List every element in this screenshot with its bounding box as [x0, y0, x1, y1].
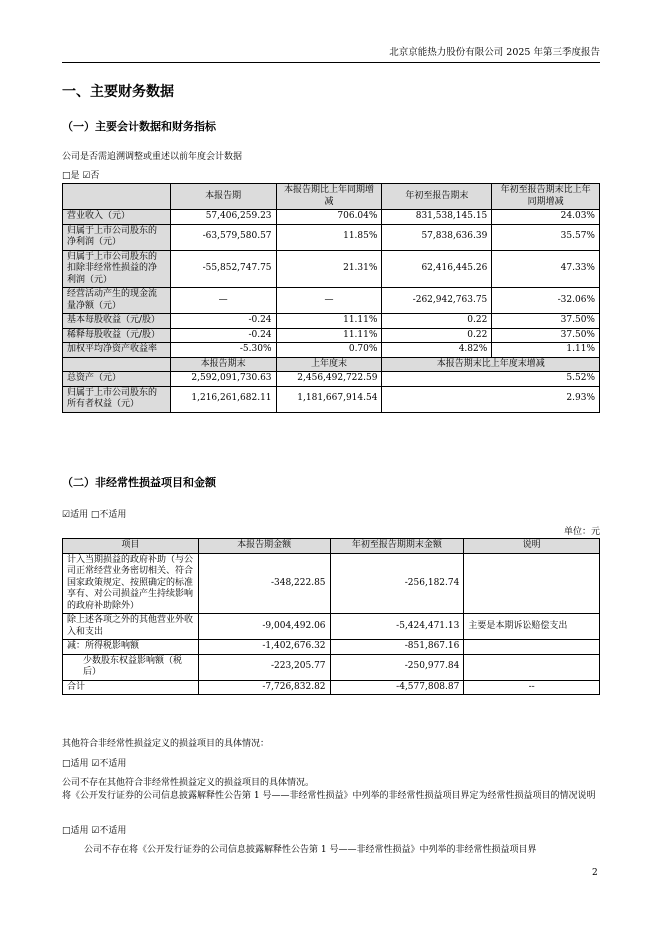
table-row [63, 343, 600, 358]
cell: 11.11% [276, 314, 382, 329]
cell: -1,402,676.32 [198, 640, 330, 655]
cell: -348,222.85 [198, 553, 330, 614]
table-row [63, 614, 600, 640]
retro-answer: □是 ☑否 [62, 171, 100, 181]
row-label: 少数股东权益影响额（税后） [63, 654, 199, 680]
financial-data-table [62, 183, 600, 413]
cell [464, 654, 600, 680]
header-cell: 上年度末 [276, 357, 382, 372]
cell: — [170, 288, 276, 314]
cell: 2.93% [382, 386, 600, 412]
unit-label: 单位：元 [563, 527, 600, 537]
cell: -262,942,763.75 [382, 288, 492, 314]
table-header-row-2 [63, 357, 600, 372]
header-cell [63, 357, 171, 372]
row-label: 总资产（元） [63, 372, 171, 387]
table-row [63, 210, 600, 225]
cell: 57,406,259.23 [170, 210, 276, 225]
cell: 主要是本期诉讼赔偿支出 [464, 614, 600, 640]
row-label: 归属于上市公司股东的净利润（元） [63, 224, 171, 250]
table-header-row [63, 184, 600, 210]
row-label: 经营活动产生的现金流量净额（元） [63, 288, 171, 314]
cell: 4.82% [382, 343, 492, 358]
cell: -63,579,580.57 [170, 224, 276, 250]
table-row [63, 288, 600, 314]
cell: -4,577,808.87 [330, 680, 464, 695]
note-classification: 将《公开发行证券的公司信息披露解释性公告第 1 号——非经常性损益》中列举的非经常性损益项目界定为经常性损益项目的情况说明 [62, 791, 596, 801]
cell: 57,838,636.39 [382, 224, 492, 250]
section-title: 一、主要财务数据 [62, 84, 174, 100]
header-cell [63, 184, 171, 210]
cell: 24.03% [492, 210, 600, 225]
cell: 62,416,445.26 [382, 250, 492, 288]
row-label: 基本每股收益（元/股） [63, 314, 171, 329]
cell: 37.50% [492, 328, 600, 343]
cell: -9,004,492.06 [198, 614, 330, 640]
header-cell: 项目 [63, 539, 199, 554]
cell [464, 640, 600, 655]
table-row [63, 372, 600, 387]
cell: 11.85% [276, 224, 382, 250]
header-cell: 年初至报告期末比上年同期增减 [492, 184, 600, 210]
header-divider [62, 62, 600, 63]
cell: 706.04% [276, 210, 382, 225]
header-cell: 本报告期金额 [198, 539, 330, 554]
cell: 47.33% [492, 250, 600, 288]
cell: 21.31% [276, 250, 382, 288]
cell: -0.24 [170, 328, 276, 343]
non-recurring-table [62, 538, 600, 695]
table-row [63, 386, 600, 412]
cell: -5.30% [170, 343, 276, 358]
cell [464, 553, 600, 614]
note-other-items-answer: □适用 ☑不适用 [62, 759, 127, 769]
note-no-other-items: 公司不存在其他符合非经常性损益定义的损益项目的具体情况。 [62, 778, 315, 788]
cell: 1,216,261,682.11 [170, 386, 276, 412]
row-label: 归属于上市公司股东的所有者权益（元） [63, 386, 171, 412]
row-label: 营业收入（元） [63, 210, 171, 225]
row-label: 归属于上市公司股东的扣除非经常性损益的净利润（元） [63, 250, 171, 288]
cell: 2,592,091,730.63 [170, 372, 276, 387]
cell: -0.24 [170, 314, 276, 329]
cell: 5.52% [382, 372, 600, 387]
cell: 1,181,667,914.54 [276, 386, 382, 412]
note-other-items: 其他符合非经常性损益定义的损益项目的具体情况： [62, 739, 270, 749]
header-cell: 年初至报告期末 [382, 184, 492, 210]
cell: -7,726,832.82 [198, 680, 330, 695]
row-label: 减：所得税影响额 [63, 640, 199, 655]
cell: -5,424,471.13 [330, 614, 464, 640]
table-header-row [63, 539, 600, 554]
table-row [63, 654, 600, 680]
cell: 831,538,145.15 [382, 210, 492, 225]
table-row [63, 250, 600, 288]
cell: — [276, 288, 382, 314]
retro-question: 公司是否需追溯调整或重述以前年度会计数据 [62, 152, 243, 162]
cell: -- [464, 680, 600, 695]
cell: -250,977.84 [330, 654, 464, 680]
header-cell: 说明 [464, 539, 600, 554]
cell: 0.22 [382, 314, 492, 329]
cell: 37.50% [492, 314, 600, 329]
cell: 11.11% [276, 328, 382, 343]
row-label: 计入当期损益的政府补助（与公司正常经营业务密切相关、符合国家政策规定、按照确定的标准享有、对公司损益产生持续影响的政府补助除外） [63, 553, 199, 614]
table-row [63, 640, 600, 655]
subsection-title-1: （一）主要会计数据和财务指标 [62, 120, 216, 133]
row-label: 稀释每股收益（元/股） [63, 328, 171, 343]
cell: 0.22 [382, 328, 492, 343]
cell: -32.06% [492, 288, 600, 314]
note-classification-answer: □适用 ☑不适用 [62, 826, 127, 836]
cell: 35.57% [492, 224, 600, 250]
cell: 2,456,492,722.59 [276, 372, 382, 387]
table-row [63, 553, 600, 614]
applicable-indicator: ☑适用 □不适用 [62, 510, 127, 520]
page-number: 2 [592, 868, 598, 878]
table-row [63, 328, 600, 343]
header-cell: 本报告期末 [170, 357, 276, 372]
subsection-title-2: （二）非经常性损益项目和金额 [62, 476, 216, 489]
header-cell: 本报告期 [170, 184, 276, 210]
header-cell: 本报告期比上年同期增减 [276, 184, 382, 210]
row-label: 合计 [63, 680, 199, 695]
page-header: 北京京能热力股份有限公司 2025 年第三季度报告 [389, 47, 600, 58]
table-row [63, 314, 600, 329]
table-row [63, 224, 600, 250]
cell: -851,867.16 [330, 640, 464, 655]
table-row [63, 680, 600, 695]
cell: -256,182.74 [330, 553, 464, 614]
note-classification-statement: 公司不存在将《公开发行证券的公司信息披露解释性公告第 1 号——非经常性损益》中列举的非经常性损益项目界 [84, 845, 537, 855]
cell: -223,205.77 [198, 654, 330, 680]
header-cell: 本报告期末比上年度末增减 [382, 357, 600, 372]
cell: 0.70% [276, 343, 382, 358]
cell: 1.11% [492, 343, 600, 358]
row-label: 加权平均净资产收益率 [63, 343, 171, 358]
row-label: 除上述各项之外的其他营业外收入和支出 [63, 614, 199, 640]
cell: -55,852,747.75 [170, 250, 276, 288]
header-cell: 年初至报告期期末金额 [330, 539, 464, 554]
